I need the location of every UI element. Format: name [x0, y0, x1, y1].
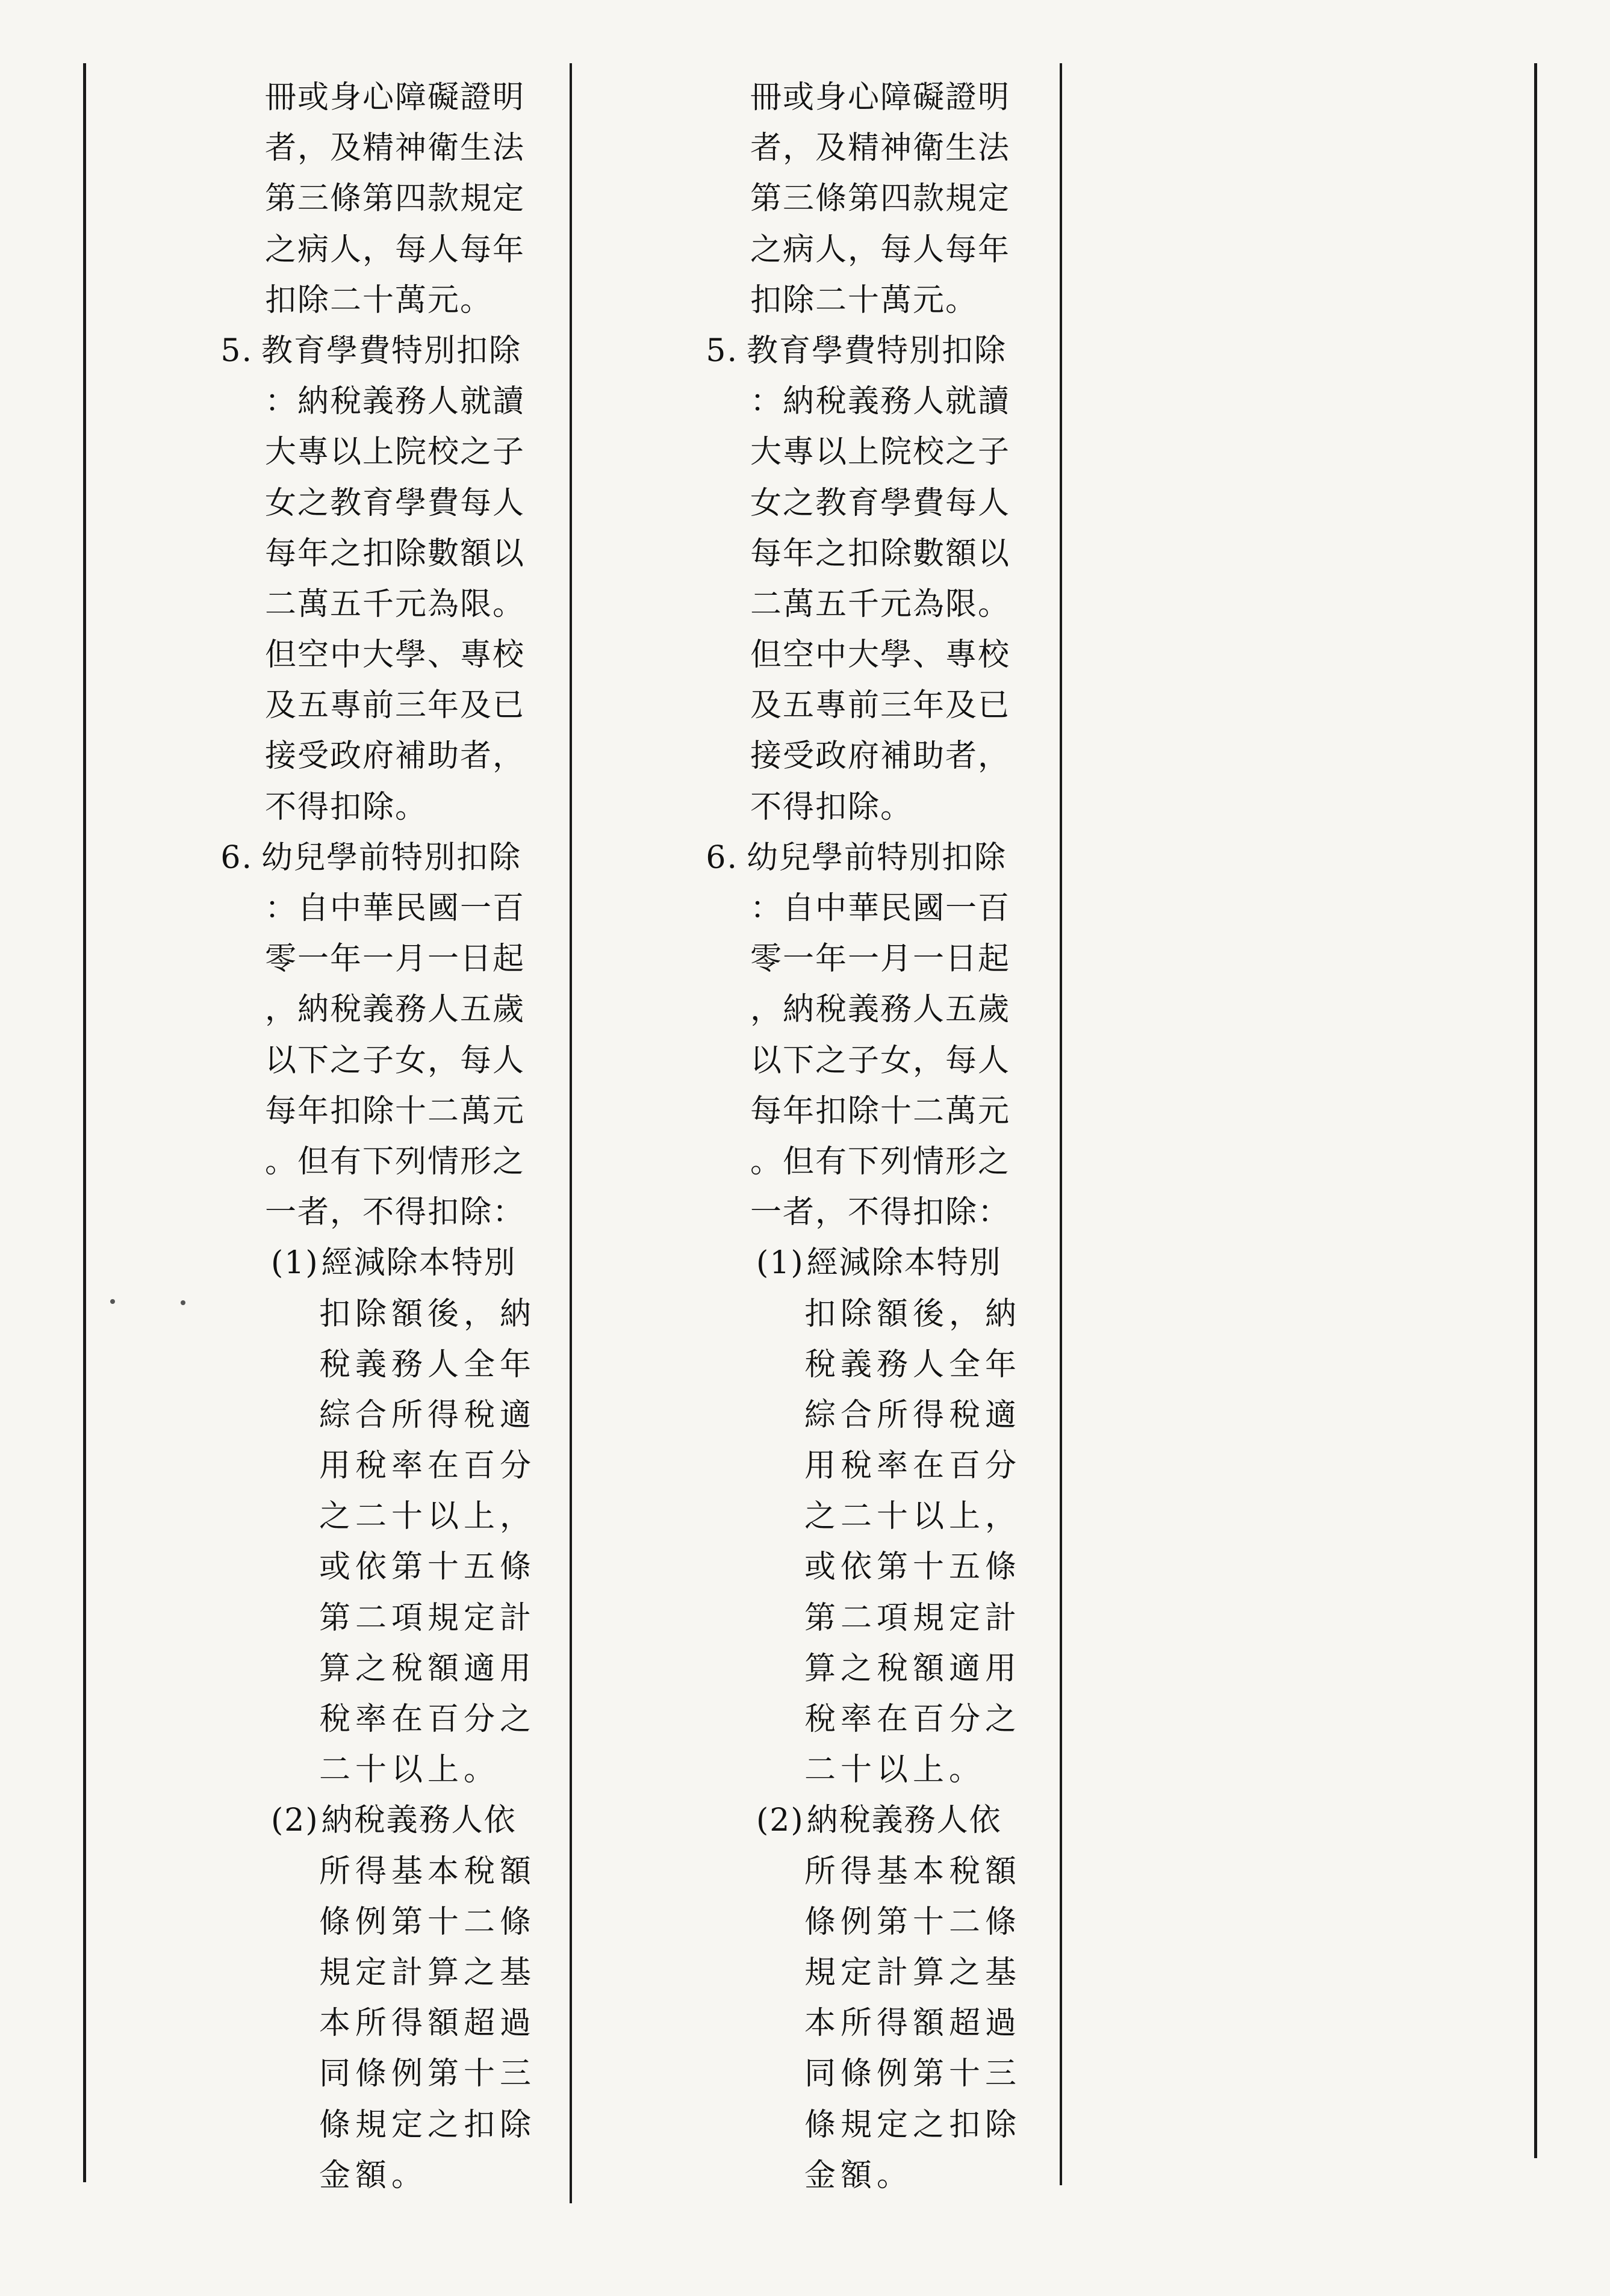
text-line	[702, 1339, 1039, 1390]
line-text: 算之稅額適用	[319, 1650, 536, 1687]
list-item	[217, 326, 554, 376]
line-text: 零一年一月一日起	[265, 941, 526, 978]
text-line	[217, 883, 554, 934]
line-text: ：自中華民國一百	[265, 890, 526, 926]
line-text: 之病人，每人每年	[265, 231, 526, 268]
line-text: 冊或身心障礙證明	[750, 79, 1011, 116]
item-number: (1)	[271, 1245, 319, 1282]
line-text: 大專以上院校之子	[750, 434, 1011, 471]
line-text: 扣除二十萬元。	[750, 282, 978, 318]
line-text: 納稅義務人依	[321, 1802, 517, 1839]
line-text: 或依第十五條	[804, 1549, 1022, 1586]
text-line	[217, 2150, 554, 2201]
text-line	[217, 1542, 554, 1592]
text-line	[217, 1339, 554, 1390]
text-line	[702, 1289, 1039, 1339]
text-line	[217, 427, 554, 477]
item-number: (1)	[756, 1245, 804, 1282]
text-line	[217, 1491, 554, 1542]
line-text: 之二十以上，	[804, 1498, 1022, 1535]
line-text: ：納稅義務人就讀	[750, 383, 1011, 420]
list-item	[702, 833, 1039, 883]
item-number: (2)	[756, 1802, 804, 1839]
line-text: 接受政府補助者，	[265, 738, 526, 775]
line-text: 每年扣除十二萬元	[750, 1093, 1011, 1129]
list-item	[217, 833, 554, 883]
item-number: 6.	[220, 839, 253, 876]
text-line	[702, 225, 1039, 275]
current-text-column	[702, 72, 1039, 2201]
line-text: 綜合所得稅適	[319, 1397, 536, 1433]
line-text: 一者，不得扣除：	[265, 1194, 526, 1231]
text-line	[702, 731, 1039, 781]
line-text: 之二十以上，	[319, 1498, 536, 1535]
text-line	[217, 478, 554, 529]
line-text: 金額。	[319, 2157, 428, 2194]
text-line	[217, 275, 554, 326]
text-line	[217, 72, 554, 123]
text-line	[702, 984, 1039, 1035]
text-line	[217, 2100, 554, 2150]
text-line	[702, 1745, 1039, 1795]
line-text: 條例第十二條	[319, 1904, 536, 1940]
text-line	[702, 1643, 1039, 1694]
line-text: 用稅率在百分	[804, 1448, 1022, 1485]
line-text: 及五專前三年及已	[750, 687, 1011, 724]
text-line	[217, 1593, 554, 1643]
line-text: 本所得額超過	[319, 2005, 536, 2042]
text-line	[217, 1846, 554, 1897]
text-line	[217, 123, 554, 173]
text-line	[702, 782, 1039, 833]
text-line	[702, 173, 1039, 224]
text-line	[702, 1137, 1039, 1187]
line-text: 以下之子女，每人	[265, 1042, 526, 1079]
text-line	[702, 275, 1039, 326]
line-text: 條例第十二條	[804, 1904, 1022, 1940]
line-text: 幼兒學前特別扣除	[261, 839, 522, 876]
line-text: 第二項規定計	[319, 1599, 536, 1636]
sub-list-item	[702, 1795, 1039, 1846]
text-line	[217, 1289, 554, 1339]
text-line	[702, 1187, 1039, 1238]
line-text: 本所得額超過	[804, 2005, 1022, 2042]
line-text: 不得扣除。	[265, 789, 428, 825]
line-text: 扣除額後，納	[804, 1295, 1022, 1332]
line-text: 經減除本特別	[806, 1245, 1002, 1282]
line-text: 之病人，每人每年	[750, 231, 1011, 268]
text-line	[702, 123, 1039, 173]
text-line	[702, 376, 1039, 427]
line-text: 二十以上。	[804, 1752, 986, 1789]
text-line	[217, 1643, 554, 1694]
text-line	[217, 376, 554, 427]
line-text: 大專以上院校之子	[265, 434, 526, 471]
text-line	[217, 1086, 554, 1137]
text-line	[217, 1745, 554, 1795]
line-text: 零一年一月一日起	[750, 941, 1011, 978]
sub-list-item	[217, 1795, 554, 1846]
text-line	[217, 731, 554, 781]
line-text: 稅義務人全年	[319, 1346, 536, 1383]
text-line	[702, 1846, 1039, 1897]
line-text: 者，及精神衛生法	[750, 130, 1011, 167]
line-text: 但空中大學、專校	[750, 637, 1011, 674]
text-line	[217, 2049, 554, 2099]
text-line	[702, 427, 1039, 477]
line-text: 者，及精神衛生法	[265, 130, 526, 167]
line-text: 第三條第四款規定	[265, 181, 526, 217]
text-line	[217, 1441, 554, 1491]
text-line	[702, 680, 1039, 731]
line-text: 條規定之扣除	[319, 2106, 536, 2143]
text-line	[217, 225, 554, 275]
text-line	[702, 2049, 1039, 2099]
line-text: 但空中大學、專校	[265, 637, 526, 674]
line-text: 每年之扣除數額以	[750, 535, 1011, 572]
text-line	[217, 1947, 554, 1998]
line-text: 納稅義務人依	[806, 1802, 1002, 1839]
line-text: 女之教育學費每人	[265, 485, 526, 521]
text-line	[217, 984, 554, 1035]
line-text: ，納稅義務人五歲	[750, 991, 1011, 1028]
sub-list-item	[217, 1238, 554, 1288]
text-line	[702, 1390, 1039, 1441]
text-line	[702, 1593, 1039, 1643]
line-text: 金額。	[804, 2157, 913, 2194]
line-text: 規定計算之基	[319, 1954, 536, 1991]
text-line	[702, 1897, 1039, 1947]
line-text: ，納稅義務人五歲	[265, 991, 526, 1028]
text-line	[702, 1086, 1039, 1137]
line-text: 冊或身心障礙證明	[265, 79, 526, 116]
line-text: 一者，不得扣除：	[750, 1194, 1011, 1231]
text-line	[217, 1694, 554, 1745]
text-line	[702, 1441, 1039, 1491]
line-text: 以下之子女，每人	[750, 1042, 1011, 1079]
table-border-right	[1534, 63, 1537, 2158]
line-text: 二萬五千元為限。	[750, 586, 1011, 622]
line-text: 女之教育學費每人	[750, 485, 1011, 521]
text-line	[217, 934, 554, 984]
line-text: 所得基本稅額	[319, 1853, 536, 1890]
text-line	[702, 1035, 1039, 1086]
line-text: 每年扣除十二萬元	[265, 1093, 526, 1129]
line-text: 每年之扣除數額以	[265, 535, 526, 572]
list-item	[702, 326, 1039, 376]
line-text: 所得基本稅額	[804, 1853, 1022, 1890]
line-text: 規定計算之基	[804, 1954, 1022, 1991]
text-line	[217, 680, 554, 731]
line-text: 綜合所得稅適	[804, 1397, 1022, 1433]
line-text: 扣除額後，納	[319, 1295, 536, 1332]
item-number: 5.	[220, 332, 253, 369]
text-line	[702, 934, 1039, 984]
line-text: 。但有下列情形之	[265, 1143, 526, 1180]
text-line	[702, 1947, 1039, 1998]
line-text: 稅率在百分之	[804, 1701, 1022, 1737]
line-text: 及五專前三年及已	[265, 687, 526, 724]
item-number: (2)	[271, 1802, 319, 1839]
text-line	[702, 72, 1039, 123]
text-line	[702, 630, 1039, 680]
text-line	[217, 1998, 554, 2049]
text-line	[217, 782, 554, 833]
column-divider-1	[570, 63, 572, 2203]
item-number: 5.	[706, 332, 738, 369]
text-line	[217, 529, 554, 579]
line-text: 幼兒學前特別扣除	[747, 839, 1007, 876]
text-line	[217, 1137, 554, 1187]
text-line	[217, 1187, 554, 1238]
text-line	[217, 579, 554, 630]
text-line	[702, 1694, 1039, 1745]
line-text: 第二項規定計	[804, 1599, 1022, 1636]
column-divider-2	[1060, 63, 1062, 2185]
line-text: 教育學費特別扣除	[747, 332, 1007, 369]
text-line	[217, 1897, 554, 1947]
table-border-left	[83, 63, 86, 2182]
text-line	[702, 579, 1039, 630]
line-text: 條規定之扣除	[804, 2106, 1022, 2143]
scan-speck	[110, 1299, 115, 1304]
line-text: 稅義務人全年	[804, 1346, 1022, 1383]
sub-list-item	[702, 1238, 1039, 1288]
text-line	[702, 1491, 1039, 1542]
line-text: 同條例第十三	[804, 2056, 1022, 2093]
line-text: 用稅率在百分	[319, 1448, 536, 1485]
line-text: 扣除二十萬元。	[265, 282, 493, 318]
line-text: 二萬五千元為限。	[265, 586, 526, 622]
line-text: 不得扣除。	[750, 789, 913, 825]
line-text: 二十以上。	[319, 1752, 500, 1789]
scan-speck	[181, 1300, 185, 1305]
line-text: 同條例第十三	[319, 2056, 536, 2093]
amended-text-column	[217, 72, 554, 2201]
text-line	[217, 173, 554, 224]
text-line	[702, 2100, 1039, 2150]
line-text: 算之稅額適用	[804, 1650, 1022, 1687]
text-line	[702, 883, 1039, 934]
line-text: 接受政府補助者，	[750, 738, 1011, 775]
line-text: ：納稅義務人就讀	[265, 383, 526, 420]
item-number: 6.	[706, 839, 738, 876]
line-text: ：自中華民國一百	[750, 890, 1011, 926]
line-text: 或依第十五條	[319, 1549, 536, 1586]
line-text: 。但有下列情形之	[750, 1143, 1011, 1180]
text-line	[217, 1390, 554, 1441]
line-text: 教育學費特別扣除	[261, 332, 522, 369]
text-line	[702, 1542, 1039, 1592]
text-line	[702, 478, 1039, 529]
text-line	[702, 529, 1039, 579]
text-line	[702, 1998, 1039, 2049]
line-text: 經減除本特別	[321, 1245, 517, 1282]
text-line	[217, 630, 554, 680]
text-line	[702, 2150, 1039, 2201]
line-text: 稅率在百分之	[319, 1701, 536, 1737]
line-text: 第三條第四款規定	[750, 181, 1011, 217]
text-line	[217, 1035, 554, 1086]
